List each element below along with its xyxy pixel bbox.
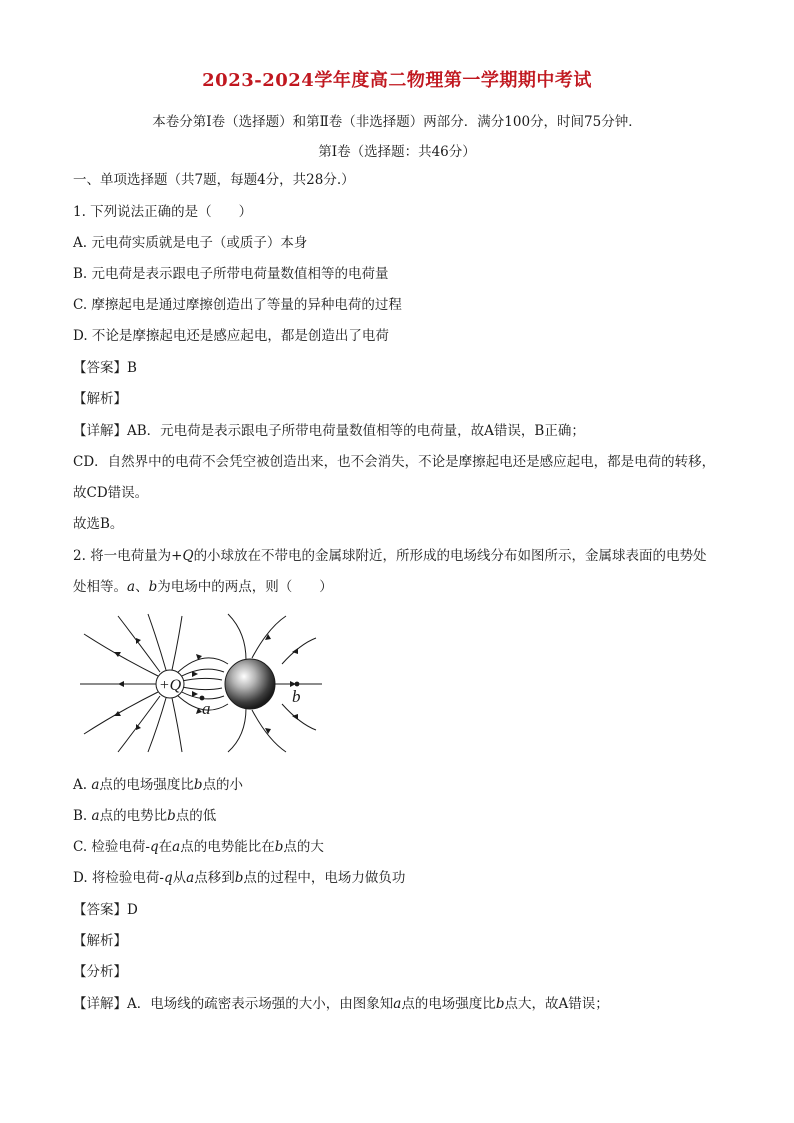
opt-text: 从 — [172, 870, 187, 886]
detail-var: b — [495, 996, 505, 1012]
opt-text: C. 检验电荷- — [73, 839, 150, 855]
detail-tag: 【详解】 — [73, 423, 127, 439]
q2-answer-value: D — [127, 902, 138, 918]
q1-analysis-tag: 【解析】 — [73, 391, 127, 407]
q1-detail-1 — [73, 421, 585, 441]
q1-option-c: C. 摩擦起电是通过摩擦创造出了等量的异种电荷的过程 — [73, 297, 402, 313]
metal-sphere — [225, 659, 275, 709]
opt-var: b — [274, 839, 284, 855]
exam-intro: 本卷分第Ⅰ卷（选择题）和第Ⅱ卷（非选择题）两部分．满分100分，时间75分钟． — [152, 114, 642, 130]
q1-detail-2: CD．自然界中的电荷不会凭空被创造出来，也不会消失，不论是摩擦起电还是感应起电，都是电荷的转移， — [73, 454, 716, 470]
opt-var: b — [234, 870, 244, 886]
q2-var-q: Q — [182, 548, 194, 564]
opt-text: D. 将检验电荷- — [73, 870, 164, 886]
opt-text: A. — [73, 777, 92, 793]
page-title: 2023-2024学年度高二物理第一学期期中考试 — [202, 70, 592, 91]
opt-text: 点的电势比 — [99, 808, 168, 824]
detail-var: a — [393, 996, 402, 1012]
q1-option-d: D. 不论是摩擦起电还是感应起电，都是创造出了电荷 — [73, 328, 389, 344]
q1-answer — [73, 358, 137, 378]
q2-fenxi-tag: 【分析】 — [73, 964, 127, 980]
point-a-label: a — [202, 699, 211, 718]
opt-text: 点移到 — [194, 870, 235, 886]
detail-tag: 【详解】 — [73, 996, 127, 1012]
point-b-label: b — [292, 687, 301, 706]
q1-detail-text-1: AB．元电荷是表示跟电子所带电荷量数值相等的电荷量，故A错误，B正确； — [127, 423, 585, 439]
q2-option-d — [73, 868, 405, 888]
opt-text: 点的过程中，电场力做负功 — [243, 870, 406, 886]
q2-stem-text: 处相等。 — [73, 579, 127, 595]
opt-var: a — [172, 839, 181, 855]
electric-field-figure — [78, 612, 326, 754]
point-b-dot — [295, 682, 300, 687]
q1-answer-value: B — [127, 360, 137, 376]
section1-heading: 一、单项选择题（共7题，每题4分，共28分.） — [73, 172, 355, 188]
opt-var: a — [91, 808, 100, 824]
opt-text: 点的电场强度比 — [99, 777, 194, 793]
opt-var: a — [91, 777, 100, 793]
q2-stem-line-2 — [73, 577, 333, 597]
opt-text: 点的低 — [175, 808, 217, 824]
charge-label: +Q — [158, 677, 182, 694]
opt-text: 点的大 — [283, 839, 324, 855]
detail-text: 点的电场强度比 — [401, 996, 496, 1012]
q2-stem-line-1 — [73, 546, 707, 566]
opt-text: 点的小 — [202, 777, 244, 793]
opt-text: B. — [73, 808, 92, 824]
q2-stem-text: 2. 将一电荷量为+ — [73, 548, 183, 564]
opt-text: 点的电势能比在 — [180, 839, 275, 855]
q2-analysis-tag: 【解析】 — [73, 933, 127, 949]
part1-heading: 第Ⅰ卷（选择题：共46分） — [318, 144, 476, 160]
q1-detail-3: 故CD错误。 — [73, 485, 149, 501]
q1-conclusion: 故选B。 — [73, 516, 124, 532]
answer-tag: 【答案】 — [73, 360, 127, 376]
detail-text: A．电场线的疏密表示场强的大小，由图象知 — [127, 996, 394, 1012]
q2-var-b: b — [148, 579, 158, 595]
q2-option-c — [73, 837, 324, 857]
answer-tag: 【答案】 — [73, 902, 127, 918]
opt-var: q — [164, 870, 173, 886]
q2-option-a — [73, 775, 243, 795]
opt-var: a — [186, 870, 195, 886]
q2-detail — [73, 994, 609, 1014]
opt-var: q — [150, 839, 159, 855]
q1-option-a: A. 元电荷实质就是电子（或质子）本身 — [73, 235, 308, 251]
q2-answer — [73, 900, 138, 920]
q2-option-b — [73, 806, 216, 826]
q2-stem-text: 的小球放在不带电的金属球附近，所形成的电场线分布如图所示，金属球表面的电势处 — [193, 548, 707, 564]
q2-var-a: a — [127, 579, 136, 595]
opt-text: 在 — [158, 839, 173, 855]
opt-var: b — [193, 777, 203, 793]
opt-var: b — [167, 808, 176, 824]
q2-stem-text: 、 — [135, 579, 149, 595]
q2-stem-text: 为电场中的两点，则（ ） — [157, 579, 333, 595]
q1-stem: 1. 下列说法正确的是（ ） — [73, 204, 253, 220]
detail-text: 点大，故A错误； — [504, 996, 609, 1012]
q1-option-b: B. 元电荷是表示跟电子所带电荷量数值相等的电荷量 — [73, 266, 389, 282]
field-lines — [80, 614, 322, 752]
